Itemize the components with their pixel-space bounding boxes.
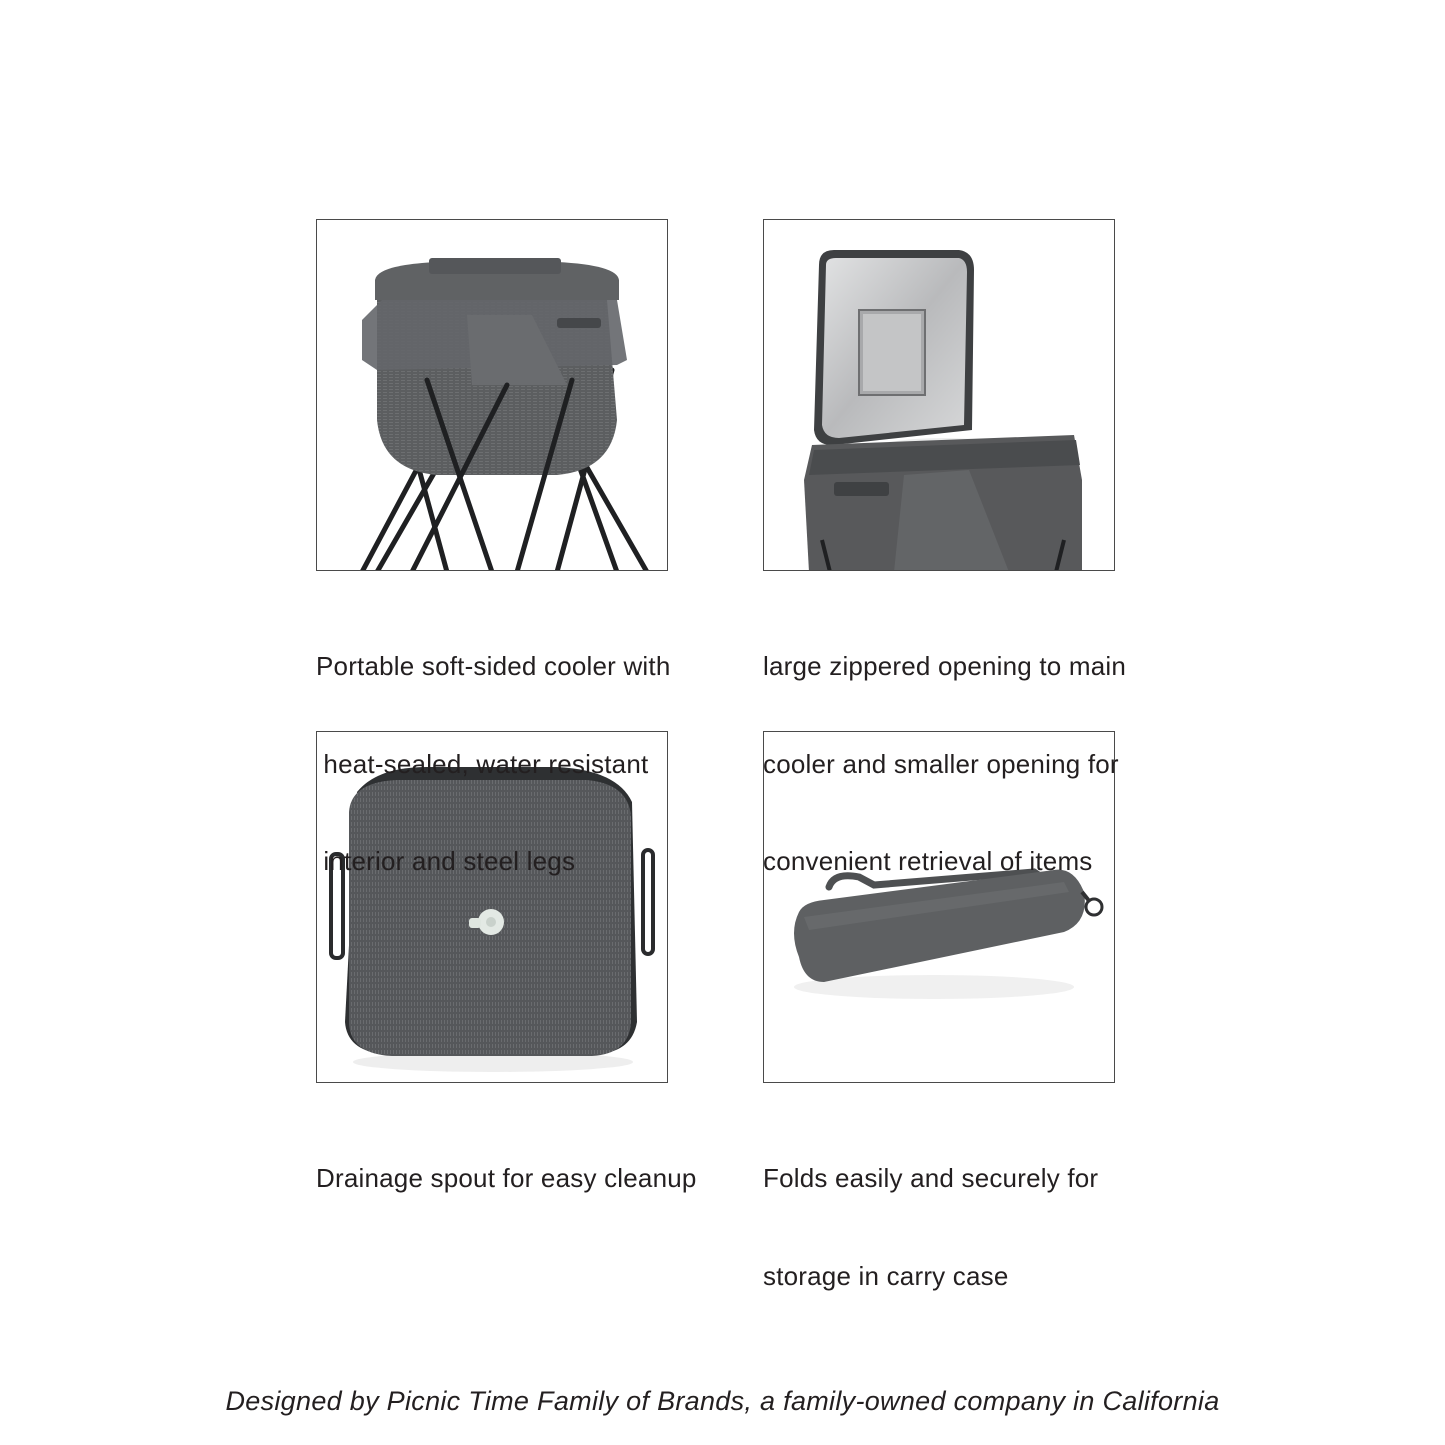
- caption-line: Portable soft-sided cooler with: [316, 651, 671, 681]
- caption-open-lid: [763, 585, 1126, 910]
- cooler-open-lid-icon: [764, 220, 1115, 571]
- caption-line: interior and steel legs: [316, 846, 576, 876]
- caption-line: heat-sealed, water resistant: [316, 748, 649, 779]
- caption-line: convenient retrieval of items: [763, 846, 1093, 876]
- caption-line: large zippered opening to main: [763, 651, 1127, 681]
- brand-footer: Designed by Picnic Time Family of Brands, a family-owned company in California: [225, 1386, 1220, 1416]
- caption-carry-case: [763, 1097, 1098, 1325]
- caption-line: Drainage spout for easy cleanup: [316, 1163, 697, 1193]
- caption-drainage: [316, 1097, 697, 1227]
- product-image-cooler-open-lid: [763, 219, 1115, 571]
- caption-line: Folds easily and securely for: [763, 1163, 1099, 1193]
- cooler-on-stand-icon: [317, 220, 668, 571]
- caption-cooler-on-stand: [316, 585, 670, 910]
- product-image-cooler-on-stand: [316, 219, 668, 571]
- caption-line: cooler and smaller opening for: [763, 748, 1119, 779]
- caption-line: storage in carry case: [763, 1260, 1009, 1291]
